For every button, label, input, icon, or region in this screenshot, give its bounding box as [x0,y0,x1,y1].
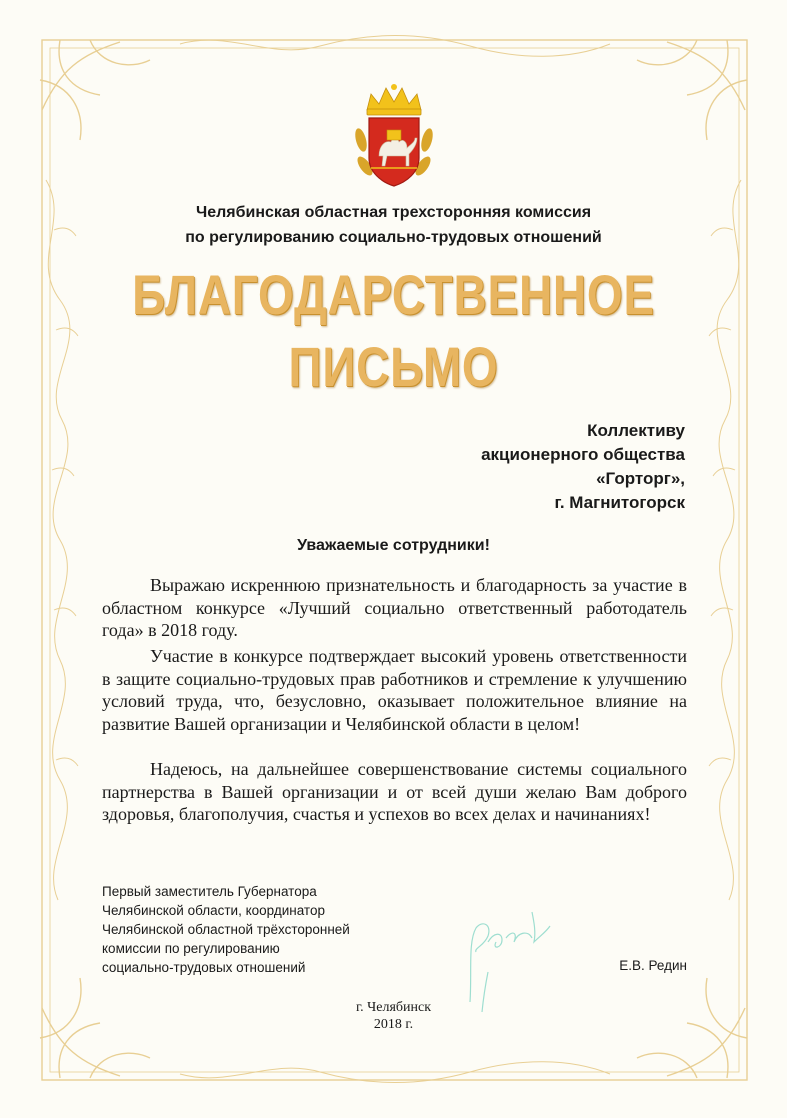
paragraph-text: Выражаю искреннюю признательность и благодарность за участие в областном конкурсе «Лучший социально ответственный работодатель года» в 2018 году. [102,575,687,640]
signatory-position-line: Первый заместитель Губернатора [102,884,317,899]
chelyabinsk-coat-of-arms-icon [351,80,437,190]
signatory-position-line: комиссии по регулированию [102,941,280,956]
document-title-line-2: ПИСЬМО [288,335,499,398]
city-name: г. Челябинск [355,1000,432,1015]
paragraph-text: Участие в конкурсе подтверждает высокий уровень ответственности в защите социально-трудовых прав работников и стремление к улучшению условий труда, что, безусловно, оказывает положительное влияние на развитие Вашей организации и Челябинской области в целом! [102,646,687,734]
addressee-line-3: «Горторг», [596,469,685,488]
signatory-position-line: социально-трудовых отношений [102,960,306,975]
document-year: 2018 г. [373,1017,414,1032]
document-title-line-1: БЛАГОДАРСТВЕННОЕ [132,263,655,326]
body-paragraph-3 [102,758,687,826]
body-paragraph-2 [102,645,687,735]
paragraph-text: Надеюсь, на дальнейшее совершенствование системы социального партнерства в Вашей организации и от всей души желаю Вам доброго здоровья, благополучия, счастья и успехов во всех делах и начинаниях! [102,759,687,824]
signatory-position-line: Челябинской областной трёхсторонней [102,922,350,937]
organization-name-line-2: по регулированию социально-трудовых отношений [185,229,602,246]
signatory-position-line: Челябинской области, координатор [102,903,325,918]
addressee-line-1: Коллективу [587,421,685,440]
signatory-name: Е.В. Редин [619,958,687,973]
body-paragraph-1 [102,574,687,642]
signatory-position [102,882,350,977]
addressee-line-2: акционерного общества [481,445,685,464]
addressee-line-4: г. Магнитогорск [554,493,685,512]
organization-name-line-1: Челябинская областная трехсторонняя комиссия [195,204,592,221]
salutation: Уважаемые сотрудники! [297,537,490,554]
